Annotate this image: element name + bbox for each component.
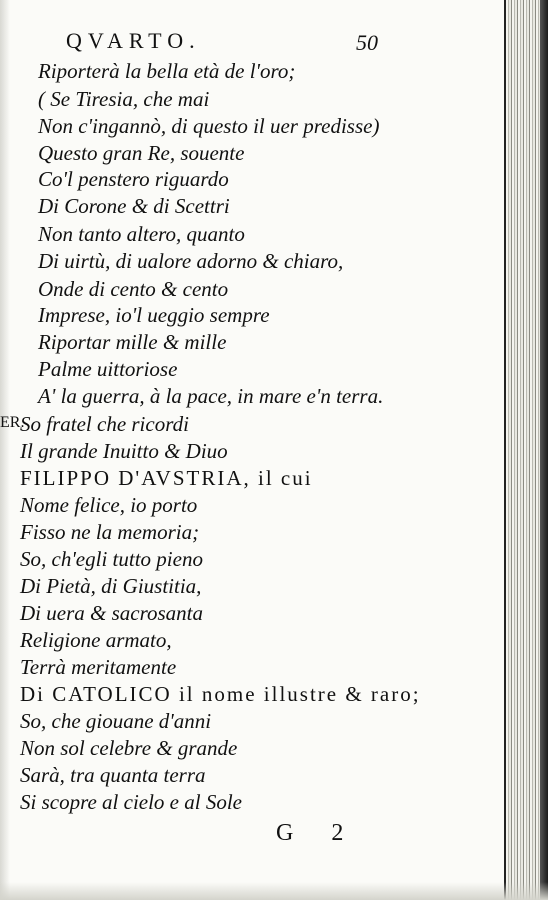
signature-mark: G 2 [276,820,360,846]
verse-line: Di CATOLICO il nome illustre & raro; [20,682,421,706]
verse-line: Di Pietà, di Giustitia, [20,574,202,598]
verse-line: Co'l penstero riguardo [38,167,229,191]
verse-line: Religione armato, [20,628,172,652]
fore-edge-dark-margin [540,0,548,900]
verse-line: Questo gran Re, souente [38,141,245,165]
verse-line: Riporterà la bella età de l'oro; [38,59,296,83]
verse-line: Riportar mille & mille [38,330,227,354]
verse-line: Di uirtù, di ualore adorno & chiaro, [38,249,344,273]
verse-line: Terrà meritamente [20,655,177,679]
verse-line: Sarà, tra quanta terra [20,763,206,787]
verse-line: Il grande Inuitto & Diuo [20,439,228,463]
verse-line: Di Corone & di Scettri [38,194,230,218]
verse-line: ( Se Tiresia, che mai [38,87,210,111]
speaker-tag: ER. [0,414,25,431]
running-title: QVARTO. [66,28,201,53]
gutter-shadow [0,0,10,900]
verse-line: Non c'ingannò, di questo il uer predisse) [38,114,380,138]
verse-line: Di uera & sacrosanta [20,601,203,625]
verse-line: Non tanto altero, quanto [38,222,245,246]
verse-line: Si scopre al cielo e al Sole [20,790,242,814]
verse-line: Palme uittoriose [38,357,178,381]
verse-line: So, che giouane d'anni [20,709,212,733]
verse-line: So, ch'egli tutto pieno [20,547,203,571]
page-number: 50 [356,30,378,55]
verse-line: Onde di cento & cento [38,277,229,301]
verse-line: Nome felice, io porto [20,493,198,517]
bottom-page-edge [0,882,548,900]
verse-line: A' la guerra, à la pace, in mare e'n terra. [38,384,384,408]
verse-line: Fisso ne la memoria; [20,520,200,544]
verse-line: Imprese, io'l ueggio sempre [38,303,270,327]
verse-line: FILIPPO D'AVSTRIA, il cui [20,466,313,490]
verse-line: Non sol celebre & grande [20,736,238,760]
verse-line: So fratel che ricordi [20,412,189,436]
